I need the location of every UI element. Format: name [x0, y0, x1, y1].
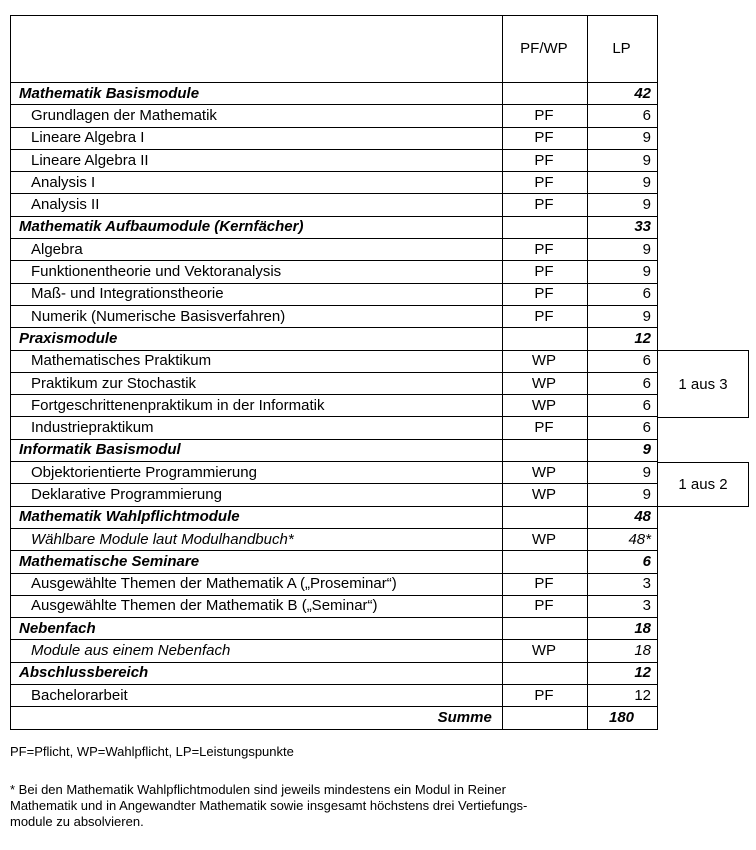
module-lp: 6 — [588, 350, 658, 372]
praxis-choice-note: 1 aus 3 — [658, 350, 749, 418]
module-type: PF — [502, 172, 587, 194]
section-row — [11, 83, 658, 105]
module-lp: 9 — [588, 261, 658, 283]
module-name: Ausgewählte Themen der Mathematik B („Seminar“) — [11, 595, 503, 617]
section-type-cell — [502, 439, 587, 461]
module-type: PF — [502, 417, 587, 439]
module-name: Algebra — [11, 239, 503, 261]
section-row — [11, 662, 658, 684]
module-row — [11, 395, 658, 417]
module-row — [11, 484, 658, 506]
module-type: PF — [502, 595, 587, 617]
section-title: Abschlussbereich — [11, 662, 503, 684]
module-lp: 9 — [588, 462, 658, 484]
module-name: Grundlagen der Mathematik — [11, 105, 503, 127]
section-row — [11, 439, 658, 461]
sum-label: Summe — [11, 707, 503, 729]
module-type: WP — [502, 350, 587, 372]
module-name: Praktikum zur Stochastik — [11, 372, 503, 394]
module-name: Fortgeschrittenenpraktikum in der Informatik — [11, 395, 503, 417]
section-row — [11, 551, 658, 573]
module-name: Module aus einem Nebenfach — [11, 640, 503, 662]
module-type: WP — [502, 484, 587, 506]
section-lp: 6 — [588, 551, 658, 573]
module-type: PF — [502, 127, 587, 149]
section-type-cell — [502, 618, 587, 640]
module-name: Objektorientierte Programmierung — [11, 462, 503, 484]
module-name: Lineare Algebra I — [11, 127, 503, 149]
module-lp: 9 — [588, 305, 658, 327]
module-name: Industriepraktikum — [11, 417, 503, 439]
sum-lp: 180 — [588, 707, 658, 729]
module-lp: 9 — [588, 194, 658, 216]
module-type: PF — [502, 261, 587, 283]
header-lp-cell: LP — [588, 16, 658, 83]
module-row — [11, 350, 658, 372]
section-title: Praxismodule — [11, 328, 503, 350]
section-type-cell — [502, 328, 587, 350]
section-title: Mathematik Aufbaumodule (Kernfächer) — [11, 216, 503, 238]
module-row — [11, 640, 658, 662]
section-title: Mathematik Basismodule — [11, 83, 503, 105]
section-row — [11, 328, 658, 350]
module-row — [11, 595, 658, 617]
header-name-cell — [11, 16, 503, 83]
module-name: Maß- und Integrationstheorie — [11, 283, 503, 305]
module-lp: 9 — [588, 172, 658, 194]
module-lp: 3 — [588, 595, 658, 617]
module-row — [11, 283, 658, 305]
module-lp: 6 — [588, 283, 658, 305]
module-lp: 18 — [588, 640, 658, 662]
module-name: Mathematisches Praktikum — [11, 350, 503, 372]
module-lp: 9 — [588, 239, 658, 261]
module-type: PF — [502, 283, 587, 305]
module-row — [11, 105, 658, 127]
module-row — [11, 149, 658, 171]
section-row — [11, 506, 658, 528]
module-name: Analysis I — [11, 172, 503, 194]
module-name: Ausgewählte Themen der Mathematik A („Proseminar“) — [11, 573, 503, 595]
module-lp: 9 — [588, 127, 658, 149]
informatik-choice-note: 1 aus 2 — [658, 462, 749, 508]
module-row — [11, 417, 658, 439]
module-lp: 6 — [588, 395, 658, 417]
module-type: WP — [502, 372, 587, 394]
module-type: WP — [502, 462, 587, 484]
section-type-cell — [502, 506, 587, 528]
section-lp: 42 — [588, 83, 658, 105]
section-lp: 12 — [588, 328, 658, 350]
section-type-cell — [502, 662, 587, 684]
section-title: Mathematische Seminare — [11, 551, 503, 573]
legend-text: PF=Pflicht, WP=Wahlpflicht, LP=Leistungspunkte — [10, 744, 294, 759]
section-type-cell — [502, 551, 587, 573]
module-row — [11, 239, 658, 261]
module-name: Deklarative Programmierung — [11, 484, 503, 506]
module-type: PF — [502, 685, 587, 707]
module-lp: 12 — [588, 685, 658, 707]
module-lp: 6 — [588, 105, 658, 127]
module-name: Numerik (Numerische Basisverfahren) — [11, 305, 503, 327]
module-row — [11, 462, 658, 484]
footnote-line-3: module zu absolvieren. — [10, 814, 144, 829]
module-type: WP — [502, 528, 587, 550]
module-table — [10, 15, 658, 730]
module-type: PF — [502, 149, 587, 171]
module-type: PF — [502, 305, 587, 327]
section-lp: 9 — [588, 439, 658, 461]
module-row — [11, 127, 658, 149]
module-name: Analysis II — [11, 194, 503, 216]
module-row — [11, 528, 658, 550]
module-row — [11, 685, 658, 707]
sum-type-cell — [502, 707, 587, 729]
module-type: PF — [502, 239, 587, 261]
module-lp: 48* — [588, 528, 658, 550]
module-name: Wählbare Module laut Modulhandbuch* — [11, 528, 503, 550]
module-lp: 9 — [588, 484, 658, 506]
module-type: PF — [502, 573, 587, 595]
module-lp: 6 — [588, 372, 658, 394]
module-lp: 9 — [588, 149, 658, 171]
section-title: Nebenfach — [11, 618, 503, 640]
module-type: PF — [502, 194, 587, 216]
table-header-row — [11, 16, 658, 83]
module-type: PF — [502, 105, 587, 127]
module-lp: 6 — [588, 417, 658, 439]
section-lp: 18 — [588, 618, 658, 640]
section-row — [11, 216, 658, 238]
module-row — [11, 573, 658, 595]
section-type-cell — [502, 83, 587, 105]
module-name: Lineare Algebra II — [11, 149, 503, 171]
section-title: Informatik Basismodul — [11, 439, 503, 461]
module-row — [11, 305, 658, 327]
section-type-cell — [502, 216, 587, 238]
section-lp: 12 — [588, 662, 658, 684]
module-name: Bachelorarbeit — [11, 685, 503, 707]
header-type-cell: PF/WP — [502, 16, 587, 83]
footnote-line-2: Mathematik und in Angewandter Mathematik sowie insgesamt höchstens drei Vertiefungs- — [10, 798, 528, 813]
section-row — [11, 618, 658, 640]
section-lp: 33 — [588, 216, 658, 238]
module-row — [11, 194, 658, 216]
module-row — [11, 261, 658, 283]
module-row — [11, 372, 658, 394]
section-lp: 48 — [588, 506, 658, 528]
module-type: WP — [502, 395, 587, 417]
module-lp: 3 — [588, 573, 658, 595]
sum-row — [11, 707, 658, 729]
section-title: Mathematik Wahlpflichtmodule — [11, 506, 503, 528]
module-name: Funktionentheorie und Vektoranalysis — [11, 261, 503, 283]
footnote-line-1: * Bei den Mathematik Wahlpflichtmodulen sind jeweils mindestens ein Modul in Reiner — [10, 782, 506, 797]
module-row — [11, 172, 658, 194]
module-type: WP — [502, 640, 587, 662]
